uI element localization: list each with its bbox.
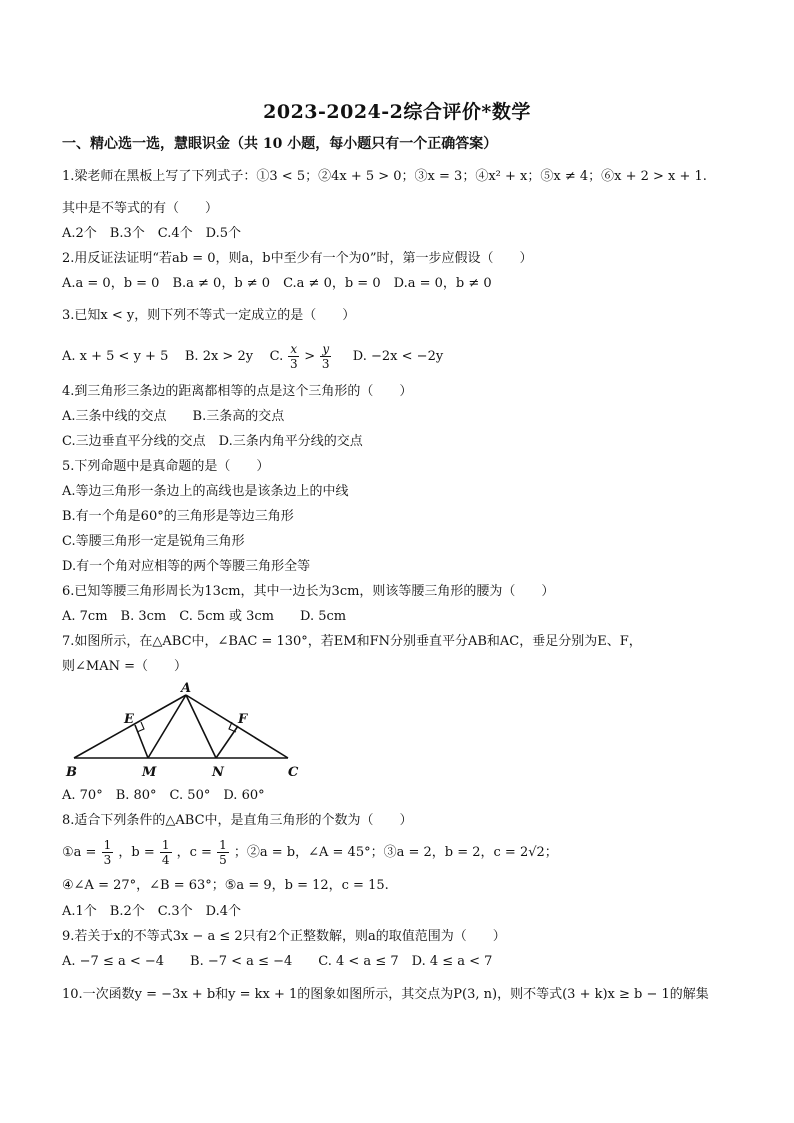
section-heading: 一、精心选一选，慧眼识金（共 10 小题，每小题只有一个正确答案） <box>62 136 498 152</box>
q8-c1-suffix: ；②a = b，∠A = 45°；③a = 2，b = 2，c = 2√2； <box>233 845 558 860</box>
label-b: B <box>66 765 77 780</box>
q3-options <box>62 340 443 374</box>
q5-stem: 5.下列命题中是真命题的是（ ） <box>62 459 270 474</box>
q9-stem: 9.若关于x的不等式3x − a ≤ 2只有2个正整数解，则a的取值范围为（ ） <box>62 929 506 944</box>
q3-option-b: B. 2x > 2y <box>184 349 254 364</box>
segment-am <box>148 695 186 758</box>
q1-options: A.2个 B.3个 C.4个 D.5个 <box>62 226 241 241</box>
q9-options: A. −7 ≤ a < −4 B. −7 < a ≤ −4 C. 4 < a ≤ 7 D. 4 ≤ a < 7 <box>62 954 493 969</box>
q8-fraction-a: $\frac{1}{3}$ <box>103 838 112 867</box>
q8-fraction-c: $\frac{1}{5}$ <box>219 838 227 867</box>
q4-options-2: C.三边垂直平分线的交点 D.三条内角平分线的交点 <box>62 434 363 449</box>
label-m: M <box>142 765 157 780</box>
q8-c1-prefix: ①a = <box>62 845 97 860</box>
segment-fn <box>216 726 238 758</box>
q2-stem: 2.用反证法证明“若ab = 0，则a，b中至少有一个为0”时，第一步应假设（ ） <box>62 251 533 266</box>
q5-option-d: D.有一个角对应相等的两个等腰三角形全等 <box>62 559 311 574</box>
q1-stem: 1.梁老师在黑板上写了下列式子：①3 < 5；②4x + 5 > 0；③x = 3；④x² + x；⑤x ≠ 4；⑥x + 2 > x + 1. <box>62 169 707 184</box>
q3-option-c-fraction-x: $\frac{x}{3}$ <box>289 342 298 371</box>
q3-option-c-operator: > <box>304 349 316 364</box>
q7-stem: 7.如图所示，在△ABC中，∠BAC = 130°，若EM和FN分别垂直平分AB和AC，垂足分别为E、F， <box>62 634 642 649</box>
q8-condition-line-2: ④∠A = 27°，∠B = 63°；⑤a = 9，b = 12，c = 15. <box>62 878 389 893</box>
q3-option-c-label: C. <box>269 349 284 364</box>
q3-option-c-fraction-y: $\frac{y}{3}$ <box>321 342 330 371</box>
q6-options: A. 7cm B. 3cm C. 5cm 或 3cm D. 5cm <box>62 609 347 624</box>
label-n: N <box>212 765 224 780</box>
q6-stem: 6.已知等腰三角形周长为13cm，其中一边长为3cm，则该等腰三角形的腰为（ ） <box>62 584 555 599</box>
q8-options: A.1个 B.2个 C.3个 D.4个 <box>62 904 241 919</box>
label-a: A <box>181 681 192 696</box>
q5-option-a: A.等边三角形一条边上的高线也是该条边上的中线 <box>62 484 349 499</box>
q8-condition-line-1 <box>62 836 558 870</box>
q3-stem: 3.已知x < y，则下列不等式一定成立的是（ ） <box>62 308 356 323</box>
label-f: F <box>238 712 248 727</box>
q4-options-1: A.三条中线的交点 B.三条高的交点 <box>62 409 285 424</box>
q8-c1-mid-2: ，c = <box>176 845 212 860</box>
q7-options: A. 70° B. 80° C. 50° D. 60° <box>62 788 265 803</box>
q8-fraction-b: $\frac{1}{4}$ <box>161 838 170 867</box>
q1-stem-2: 其中是不等式的有（ ） <box>62 201 219 216</box>
q2-options: A.a = 0，b = 0 B.a ≠ 0，b ≠ 0 C.a ≠ 0，b = 0 D.a = 0，b ≠ 0 <box>62 276 492 291</box>
right-angle-mark-e <box>137 722 144 732</box>
q10-stem: 10.一次函数y = −3x + b和y = kx + 1的图象如图所示，其交点为P(3, n)，则不等式(3 + k)x ≥ b − 1的解集 <box>62 987 709 1002</box>
q8-c1-mid-1: ，b = <box>118 845 155 860</box>
q5-option-b: B.有一个角是60°的三角形是等边三角形 <box>62 509 294 524</box>
q4-stem: 4.到三角形三条边的距离都相等的点是这个三角形的（ ） <box>62 384 413 399</box>
label-c: C <box>288 765 299 780</box>
page-title: 2023-2024-2综合评价*数学 <box>263 101 531 123</box>
label-e: E <box>124 712 134 727</box>
q8-stem: 8.适合下列条件的△ABC中，是直角三角形的个数为（ ） <box>62 813 413 828</box>
q5-option-c: C.等腰三角形一定是锐角三角形 <box>62 534 245 549</box>
q3-option-a: A. x + 5 < y + 5 <box>62 349 169 364</box>
q7-stem-2: 则∠MAN =（ ） <box>62 659 187 674</box>
q3-option-d: D. −2x < −2y <box>352 349 444 364</box>
triangle-figure <box>62 680 312 780</box>
